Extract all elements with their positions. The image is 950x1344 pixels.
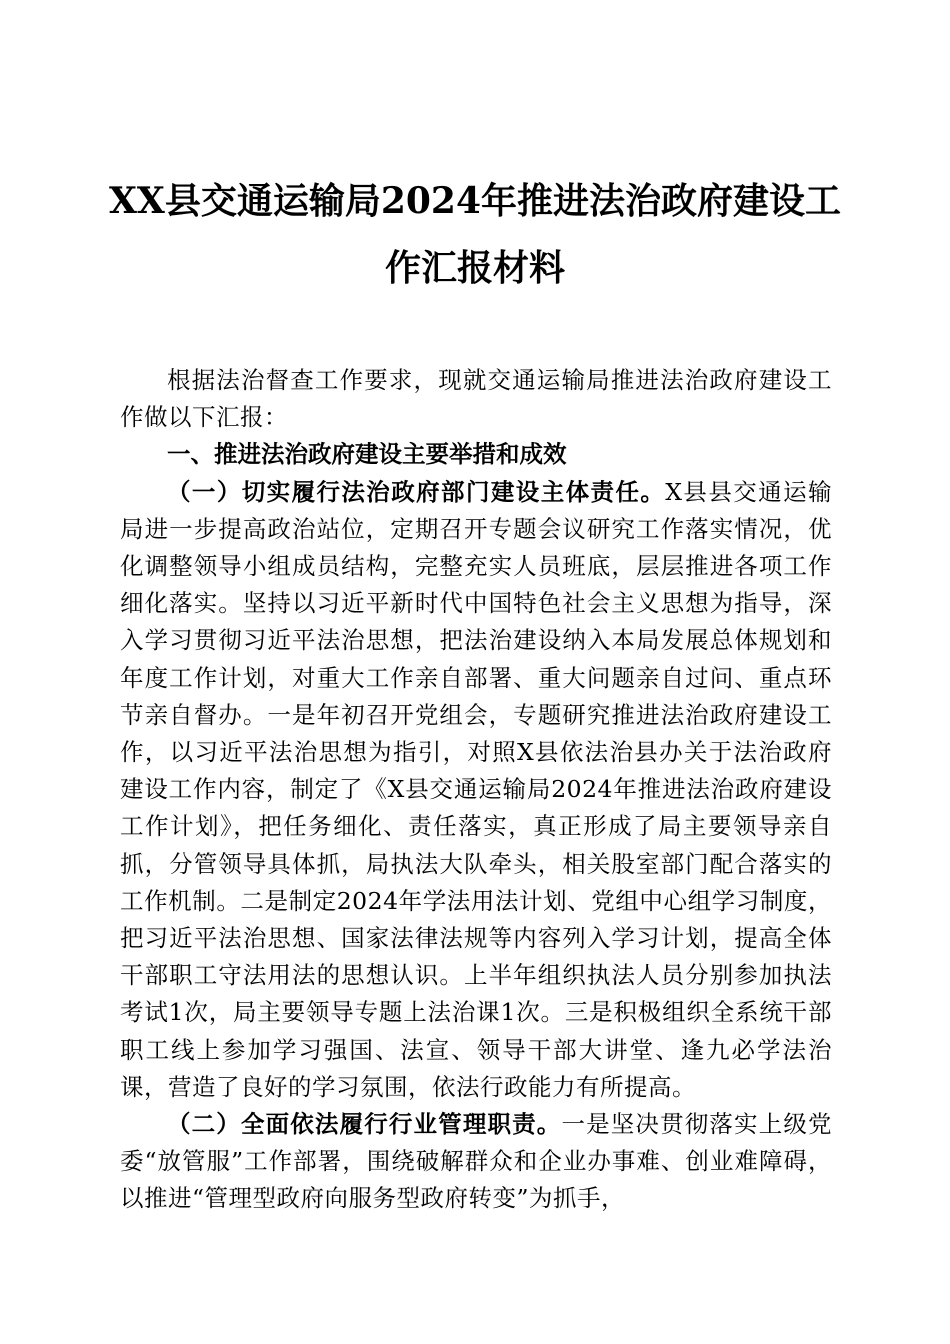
paragraph-2-body: 一是坚决贯彻落实上级党委“放管服”工作部署，围绕破解群众和企业办事难、创业难障碍，以推进“管理型政府向服务型政府转变”为抓手， — [120, 1110, 833, 1213]
paragraph-1-body: X县县交通运输局进一步提高政治站位，定期召开专题会议研究工作落实情况，优化调整领导小组成员结构，完整充实人员班底，层层推进各项工作细化落实。坚持以习近平新时代中国特色社会主义思想为指导，深入学习贯彻习近平法治思想，把法治建设纳入本局发展总体规划和年度工作计划，对重大工作亲自部署、重大问题亲自过问、重点环节亲自督办。一是年初召开党组会，专题研究推进法治政府建设工作，以习近平法治思想为指引，对照X县依法治县办关于法治政府建设工作内容，制定了《X县交通运输局2024年推进法治政府建设工作计划》，把任务细化、责任落实，真正形成了局主要领导亲自抓，分管领导具体抓，局执法大队牵头，相关股室部门配合落实的工作机制。二是制定2024年学法用法计划、党组中心组学习制度，把习近平法治思想、国家法律法规等内容列入学习计划，提高全体干部职工守法用法的思想认识。上半年组织执法人员分别参加执法考试1次，局主要领导专题上法治课1次。三是积极组织全系统干部职工线上参加学习强国、法宣、领导干部大讲堂、逢九必学法治课，营造了良好的学习氛围，依法行政能力有所提高。 — [120, 477, 832, 1101]
document-title — [100, 168, 850, 302]
paragraph-1 — [120, 474, 832, 1106]
section-heading-1: 一、推进法治政府建设主要举措和成效 — [167, 440, 567, 469]
document-title-line-2: 作汇报材料 — [384, 247, 565, 289]
paragraph-1-heading: （一）切实履行法治政府部门建设主体责任。 — [167, 477, 666, 506]
paragraph-2-heading: （二）全面依法履行行业管理职责。 — [167, 1110, 562, 1139]
intro-paragraph: 根据法治督查工作要求，现就交通运输局推进法治政府建设工作做以下汇报： — [120, 366, 832, 432]
document-body — [120, 362, 832, 1218]
paragraph-2 — [120, 1106, 832, 1218]
document-title-line-1: XX县交通运输局2024年推进法治政府建设工 — [108, 180, 842, 222]
